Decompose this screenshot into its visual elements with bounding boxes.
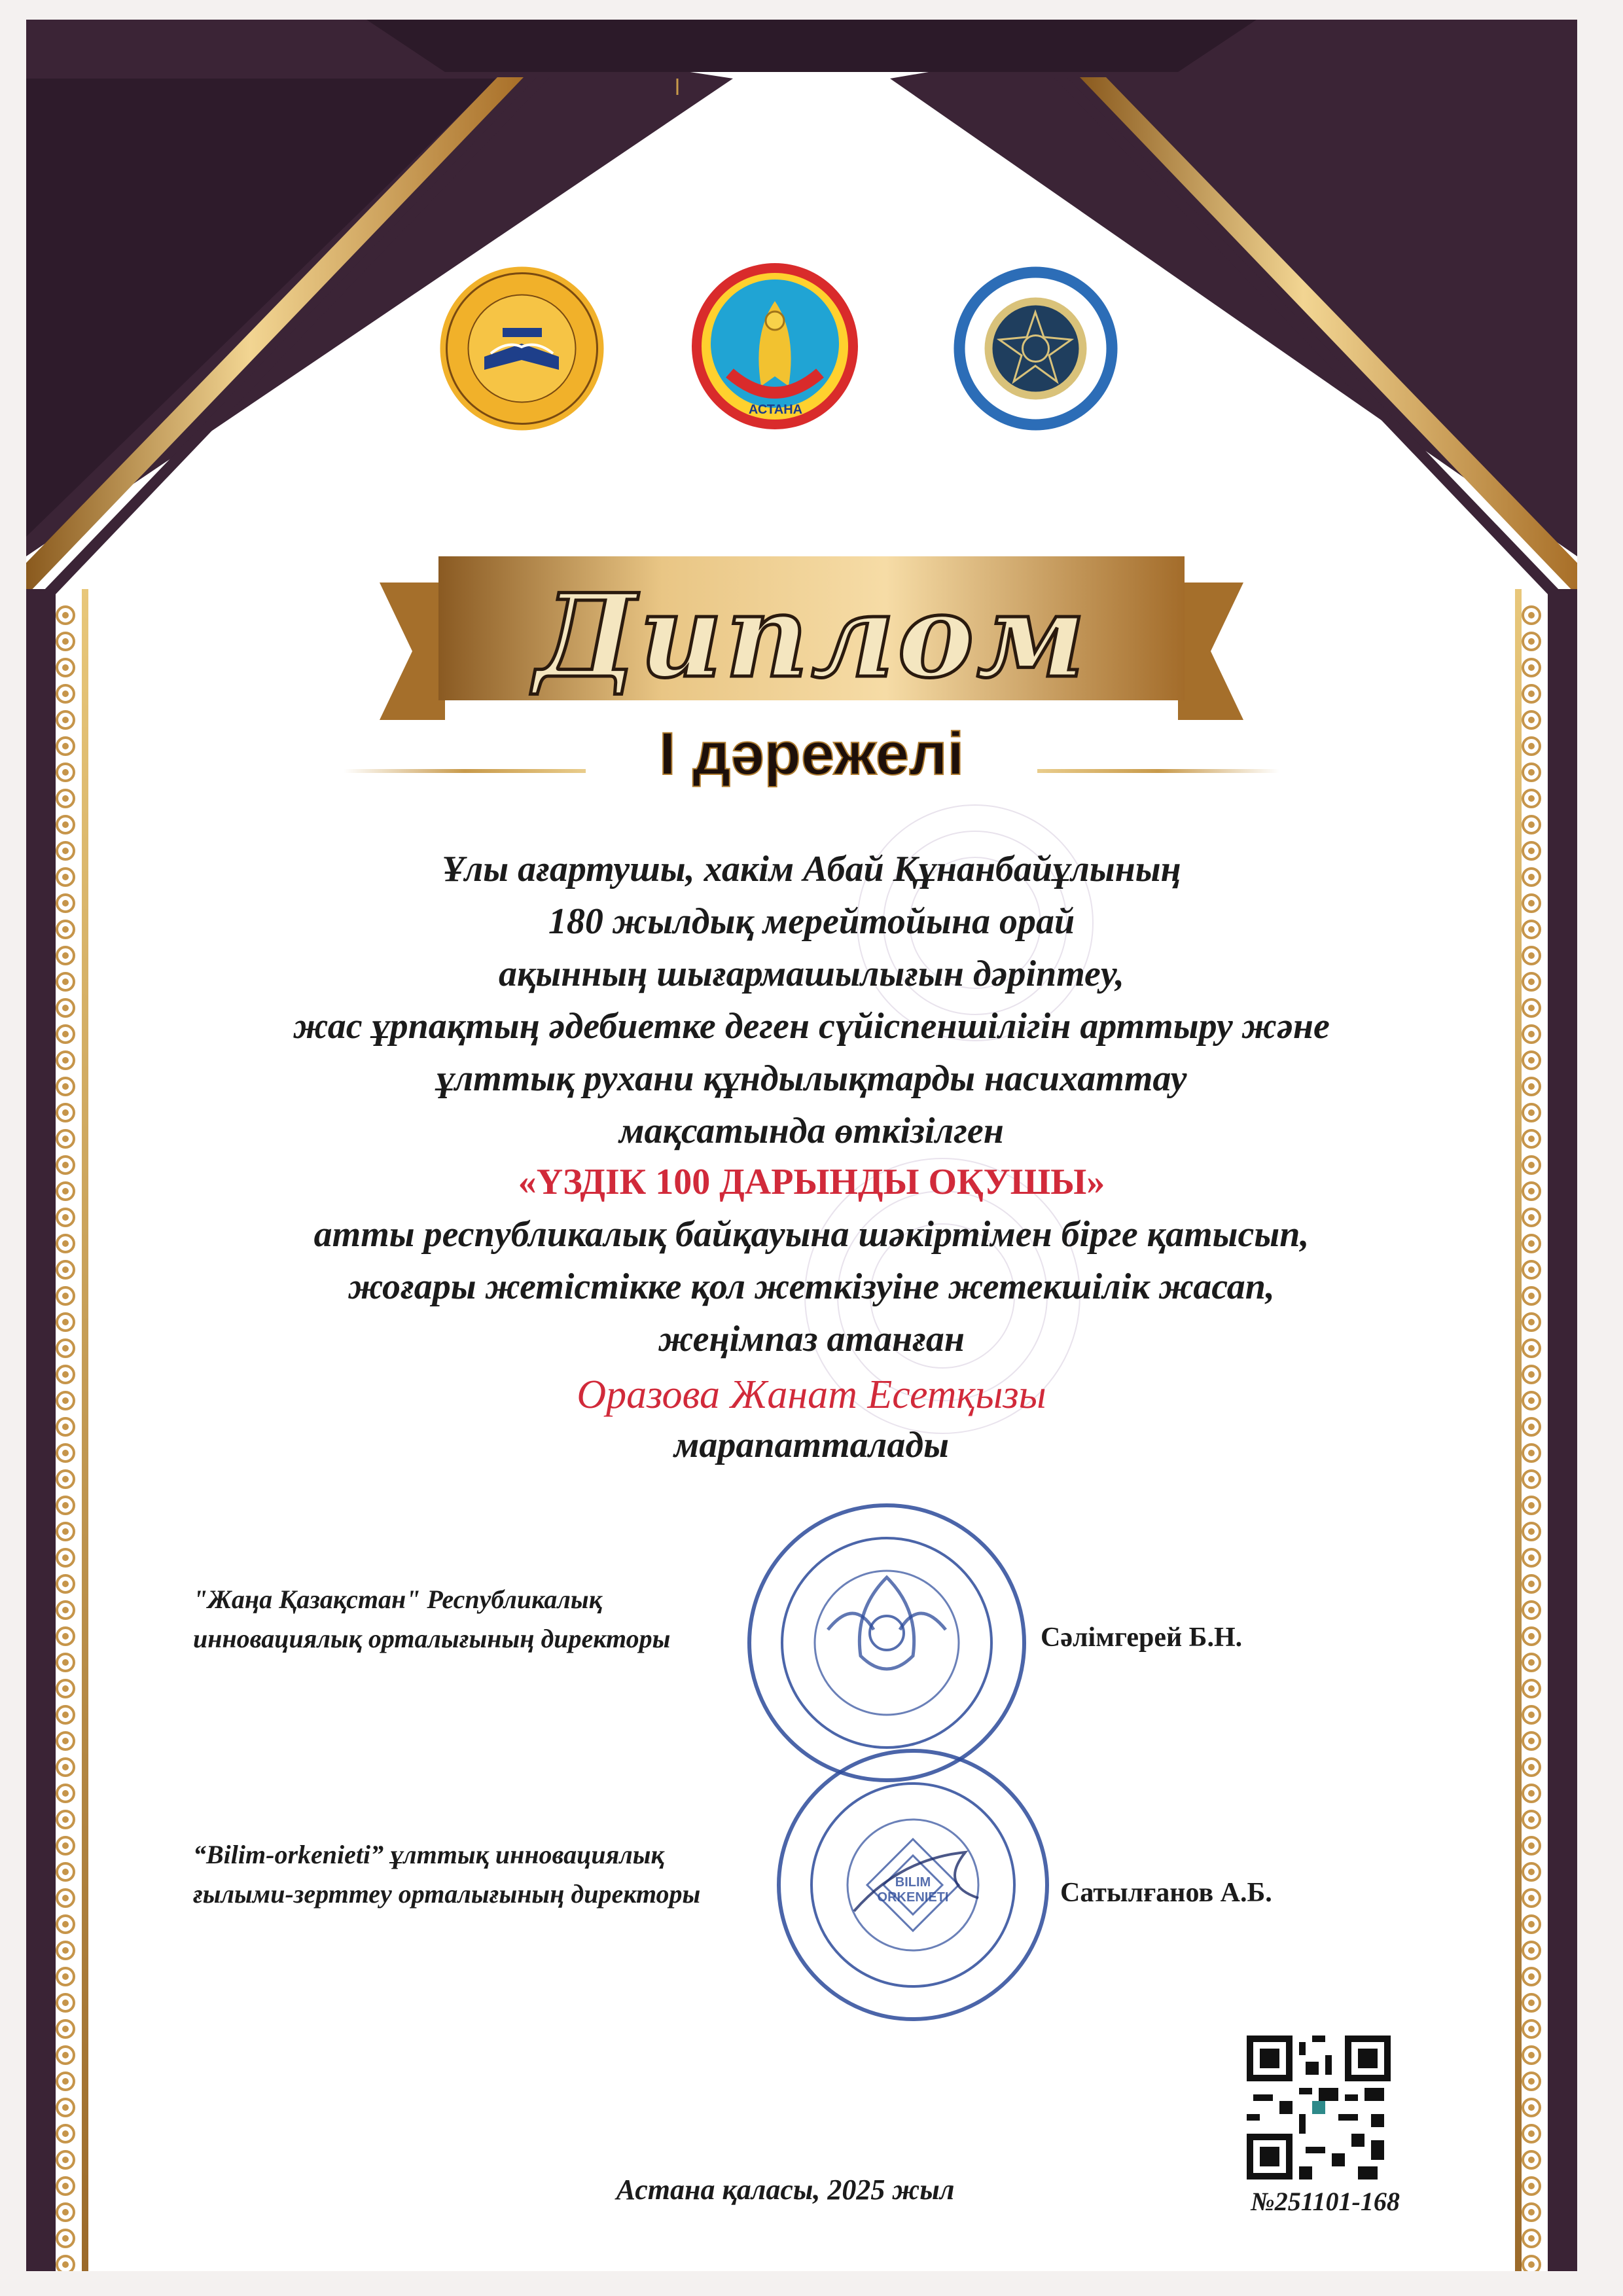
signatory2-name: Сатылғанов А.Б.: [1060, 1878, 1272, 1908]
bilim-orkenieti-logo: [438, 265, 605, 432]
signatory1-org-line2: инновациялық орталығының директоры: [193, 1624, 671, 1653]
footer-place-year: Астана қаласы, 2025 жыл: [616, 2174, 955, 2206]
body-line-1: Ұлы ағартушы, хакім Абай Құнанбайұлының: [442, 849, 1181, 889]
signatory1-name: Сәлімгерей Б.Н.: [1041, 1623, 1243, 1653]
document-number: №251101-168: [1251, 2187, 1400, 2216]
diploma-title: Диплом: [535, 569, 1088, 704]
signatory2-org-line2: ғылыми-зерттеу орталығының директоры: [193, 1879, 701, 1909]
recipient-name: Оразова Жанат Есетқызы: [577, 1372, 1046, 1417]
body-line-9: жеңімпаз атанған: [658, 1319, 965, 1359]
contest-name: «ҮЗДІК 100 ДАРЫНДЫ ОҚУШЫ»: [518, 1162, 1105, 1202]
body-line-5: ұлттық рухани құндылықтарды насихаттау: [436, 1058, 1187, 1099]
zhana-kazakhstan-logo: [952, 265, 1119, 432]
body-line-8: жоғары жетістікке қол жеткізуіне жетекшілік жасап,: [348, 1266, 1275, 1307]
diploma-title-banner: [366, 543, 1257, 733]
body-line-6: мақсатында өткізілген: [619, 1111, 1004, 1151]
body-line-2: 180 жылдық мерейтойына орай: [548, 901, 1075, 942]
stamp2-center-text: BILIM ORKENIETI: [877, 1875, 949, 1905]
body-line-7: атты республикалық байқауына шәкіртімен бірге қатысып,: [313, 1214, 1310, 1255]
body-line-10: марапатталады: [674, 1425, 949, 1465]
signatory1-org-line1: "Жаңа Қазақстан" Республикалық: [193, 1585, 602, 1614]
signatory2-org-line1: “Bilim-orkenieti” ұлттық инновациялық: [193, 1840, 664, 1869]
qr-code[interactable]: [1247, 2036, 1391, 2179]
body-line-3: ақынның шығармашылығын дәріптеу,: [499, 954, 1124, 994]
astana-logo-label: АСТАНА: [748, 403, 803, 417]
degree-label: I дәрежелі: [658, 721, 965, 787]
body-line-4: жас ұрпақтың әдебиетке деген сүйіспеншілігін арттыру және: [293, 1006, 1330, 1047]
